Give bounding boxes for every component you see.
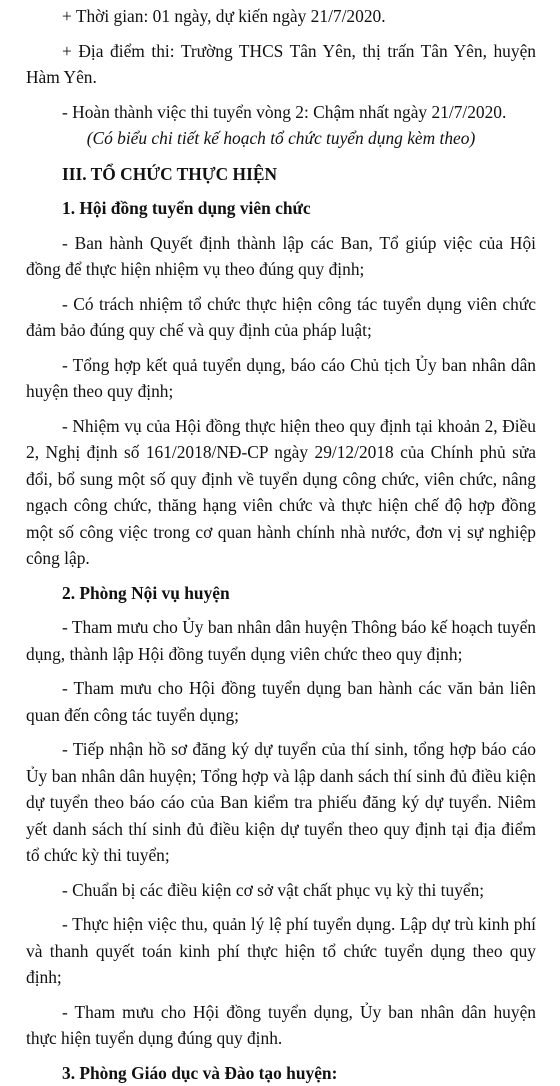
home-affairs-item: - Thực hiện việc thu, quản lý lệ phí tuyển dụng. Lập dự trù kinh phí và thanh quyết toán kinh phí thực hiện tổ chức tuyển dụng theo quy định; [26, 911, 536, 991]
home-affairs-item: - Tham mưu cho Hội đồng tuyển dụng, Ủy ban nhân dân huyện thực hiện tuyển dụng đúng quy định. [26, 999, 536, 1052]
council-item: - Nhiệm vụ của Hội đồng thực hiện theo quy định tại khoản 2, Điều 2, Nghị định số 161/2018/NĐ-CP ngày 29/12/2018 của Chính phủ sửa đổi, bổ sung một số quy định về tuyển dụng công chức, viên chức, nâng ngạch công chức, thăng hạng viên chức và thực hiện chế độ hợp đồng một số công việc trong cơ quan hành chính nhà nước, đơn vị sự nghiệp công lập. [26, 413, 536, 572]
home-affairs-item: - Tiếp nhận hồ sơ đăng ký dự tuyển của thí sinh, tổng hợp báo cáo Ủy ban nhân dân huyện; Tổng hợp và lập danh sách thí sinh đủ điều kiện dự tuyển theo báo cáo của Ban kiểm tra phiếu đăng ký dự tuyển. Niêm yết danh sách thí sinh đủ điều kiện dự tuyển theo quy định tại địa điểm tổ chức kỳ thi tuyển; [26, 736, 536, 869]
round2-deadline-line: - Hoàn thành việc thi tuyển vòng 2: Chậm nhất ngày 21/7/2020. [26, 99, 536, 126]
exam-time-line: + Thời gian: 01 ngày, dự kiến ngày 21/7/2020. [26, 3, 536, 30]
exam-location-line: + Địa điểm thi: Trường THCS Tân Yên, thị trấn Tân Yên, huyện Hàm Yên. [26, 38, 536, 91]
council-item: - Ban hành Quyết định thành lập các Ban, Tổ giúp việc của Hội đồng để thực hiện nhiệm vụ theo đúng quy định; [26, 230, 536, 283]
council-item: - Có trách nhiệm tổ chức thực hiện công tác tuyển dụng viên chức đảm bảo đúng quy chế và quy định của pháp luật; [26, 291, 536, 344]
section-heading: III. TỔ CHỨC THỰC HIỆN [26, 161, 536, 188]
home-affairs-item: - Chuẩn bị các điều kiện cơ sở vật chất phục vụ kỳ thi tuyển; [26, 877, 536, 904]
home-affairs-heading: 2. Phòng Nội vụ huyện [26, 580, 536, 607]
education-heading: 3. Phòng Giáo dục và Đào tạo huyện: [26, 1060, 536, 1086]
home-affairs-item: - Tham mưu cho Ủy ban nhân dân huyện Thông báo kế hoạch tuyển dụng, thành lập Hội đồng tuyển dụng viên chức theo quy định; [26, 614, 536, 667]
council-item: - Tổng hợp kết quả tuyển dụng, báo cáo Chủ tịch Ủy ban nhân dân huyện theo quy định; [26, 352, 536, 405]
home-affairs-item: - Tham mưu cho Hội đồng tuyển dụng ban hành các văn bản liên quan đến công tác tuyển dụng; [26, 675, 536, 728]
attachment-note: (Có biểu chi tiết kế hoạch tổ chức tuyển dụng kèm theo) [26, 125, 536, 152]
council-heading: 1. Hội đồng tuyển dụng viên chức [26, 195, 536, 222]
